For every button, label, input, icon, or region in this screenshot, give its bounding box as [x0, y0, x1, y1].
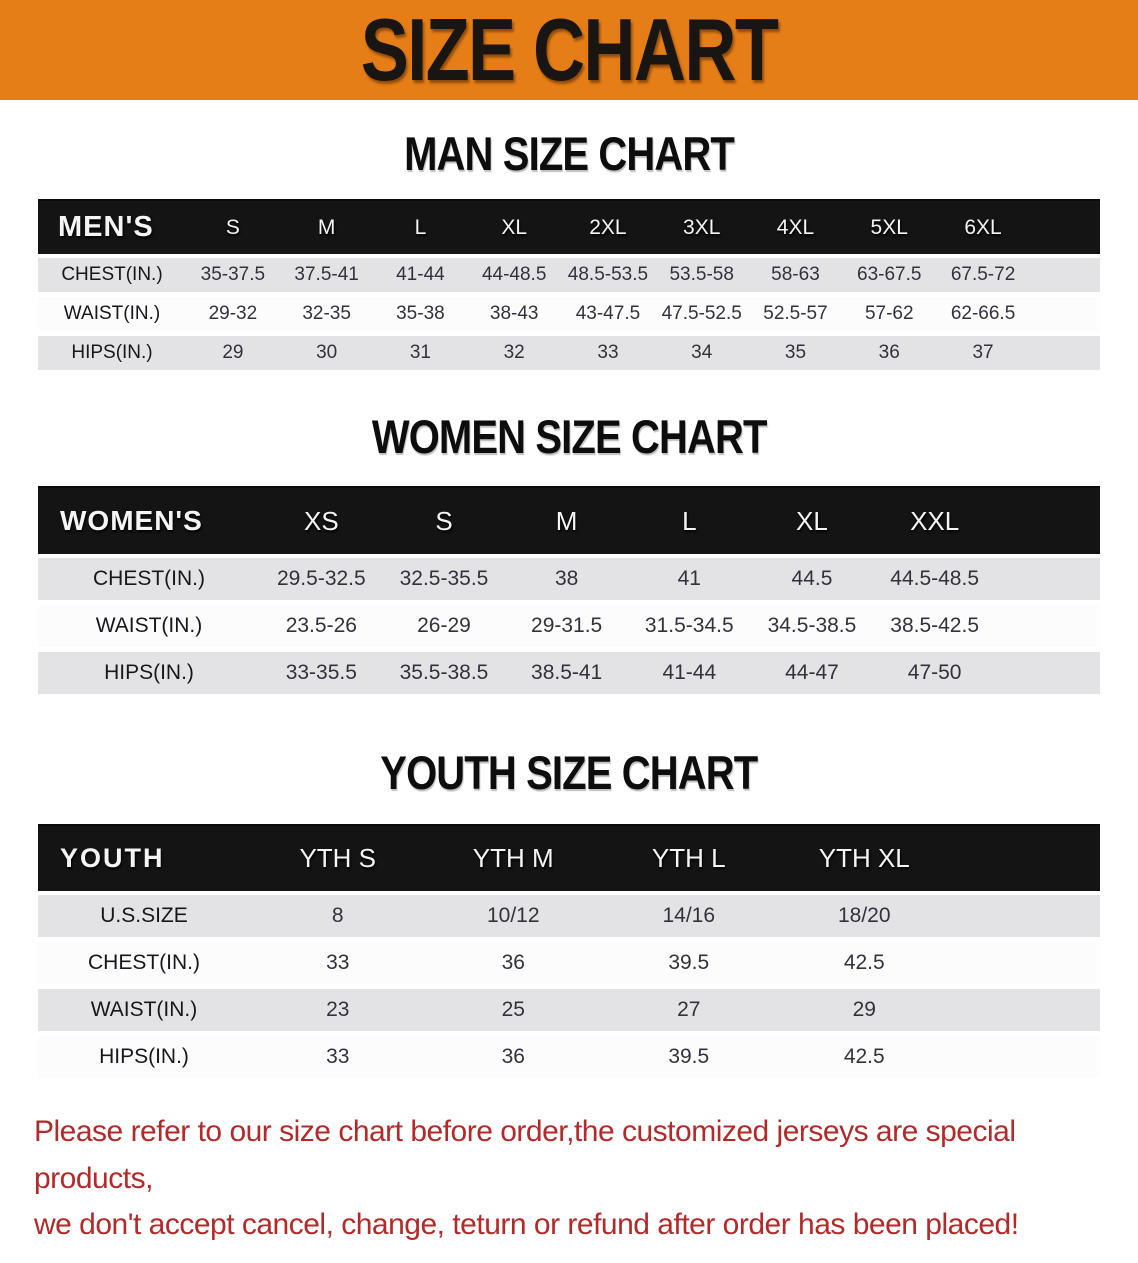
- row-label: CHEST(IN.): [61, 264, 163, 285]
- women-size-table: [38, 486, 1100, 699]
- men-section-heading: [0, 100, 1138, 199]
- spacer-cell: [996, 487, 1100, 556]
- size-value-cell: 35.5-38.5: [399, 661, 489, 684]
- size-value-cell: 34.5-38.5: [767, 614, 857, 637]
- size-chart-banner: [0, 0, 1138, 100]
- size-value-cell: 38.5-42.5: [890, 614, 980, 637]
- size-value-cell: 34: [691, 342, 713, 363]
- size-header-cell: 6XL: [964, 215, 1002, 239]
- spacer-cell: [952, 1034, 1100, 1081]
- size-value-cell: 14/16: [662, 904, 716, 927]
- size-value-cell: 32.5-35.5: [399, 567, 489, 590]
- youth-table-body: [38, 893, 1100, 1081]
- spacer-cell: [996, 650, 1100, 697]
- size-value-cell: 23: [326, 998, 350, 1021]
- measurement-row: [38, 987, 1100, 1034]
- size-value-cell: 35: [784, 342, 807, 363]
- size-header-cell: XS: [303, 505, 339, 536]
- measurement-row: [38, 295, 1100, 334]
- youth-section-heading-text: YOUTH SIZE CHART: [380, 746, 758, 799]
- size-header-cell: L: [682, 505, 697, 536]
- row-label: WAIST(IN.): [63, 303, 161, 324]
- youth-size-table: [38, 824, 1100, 1083]
- size-value-cell: 47.5-52.5: [661, 303, 742, 324]
- spacer-cell: [952, 893, 1100, 940]
- table-title-cell: WOMEN'S: [60, 505, 203, 536]
- size-value-cell: 53.5-58: [669, 264, 734, 285]
- spacer-cell: [952, 825, 1100, 893]
- size-value-cell: 36: [501, 951, 525, 974]
- disclaimer-text: [0, 1109, 1138, 1249]
- size-header-cell: XXL: [910, 505, 960, 536]
- men-size-table: [38, 199, 1100, 375]
- youth-section-heading: [0, 699, 1138, 824]
- size-value-cell: 8: [331, 904, 344, 927]
- size-value-cell: 41: [677, 567, 701, 590]
- spacer-cell: [1030, 334, 1100, 373]
- measurement-row: [38, 1034, 1100, 1081]
- measurement-row: [38, 256, 1100, 295]
- women-section-heading: [0, 375, 1138, 486]
- size-header-cell: YTH XL: [818, 843, 910, 873]
- women-section-heading-text: WOMEN SIZE CHART: [371, 410, 767, 463]
- size-value-cell: 48.5-53.5: [567, 264, 649, 285]
- size-value-cell: 29-32: [208, 303, 258, 324]
- size-value-cell: 43-47.5: [575, 303, 641, 324]
- size-value-cell: 33: [326, 951, 350, 974]
- row-label: WAIST(IN.): [90, 998, 198, 1021]
- size-header-cell: 5XL: [870, 215, 908, 239]
- size-value-cell: 52.5-57: [763, 303, 828, 324]
- header-row: [38, 200, 1100, 256]
- size-header-cell: 4XL: [776, 215, 815, 239]
- size-value-cell: 36: [878, 342, 900, 363]
- size-header-cell: XL: [501, 215, 528, 239]
- row-label: HIPS(IN.): [71, 342, 153, 363]
- women-table-header: [38, 487, 1100, 556]
- size-value-cell: 44-48.5: [481, 264, 547, 285]
- table-title-cell: MEN'S: [58, 211, 154, 243]
- row-label: U.S.SIZE: [100, 904, 188, 927]
- men-table-header: [38, 200, 1100, 256]
- size-value-cell: 58-63: [771, 264, 820, 285]
- size-value-cell: 32-35: [302, 303, 351, 324]
- disclaimer-line-1: Please refer to our size chart before order,the customized jerseys are special products,: [34, 1115, 1016, 1195]
- spacer-cell: [996, 603, 1100, 650]
- size-header-cell: YTH M: [472, 843, 554, 873]
- size-value-cell: 33: [326, 1045, 350, 1068]
- size-header-cell: M: [555, 505, 578, 536]
- size-value-cell: 31: [409, 342, 431, 363]
- size-value-cell: 33-35.5: [285, 661, 357, 684]
- size-value-cell: 29: [852, 998, 876, 1021]
- spacer-cell: [952, 940, 1100, 987]
- size-value-cell: 44.5-48.5: [890, 567, 980, 590]
- men-size-section: [0, 100, 1138, 375]
- row-label: CHEST(IN.): [88, 951, 200, 974]
- size-value-cell: 10/12: [486, 904, 540, 927]
- row-label: HIPS(IN.): [99, 1045, 189, 1068]
- size-value-cell: 41-44: [662, 661, 717, 684]
- size-header-cell: YTH L: [651, 843, 726, 873]
- size-value-cell: 18/20: [837, 904, 891, 927]
- header-row: [38, 487, 1100, 556]
- women-size-section: [0, 375, 1138, 699]
- measurement-row: [38, 334, 1100, 373]
- disclaimer-line-2: we don't accept cancel, change, teturn or refund after order has been placed!: [34, 1208, 1019, 1241]
- header-row: [38, 825, 1100, 893]
- size-value-cell: 37: [972, 342, 994, 363]
- measurement-row: [38, 893, 1100, 940]
- measurement-row: [38, 556, 1100, 603]
- size-header-cell: S: [225, 215, 240, 239]
- spacer-cell: [952, 987, 1100, 1034]
- size-value-cell: 67.5-72: [950, 264, 1016, 285]
- size-value-cell: 31.5-34.5: [644, 614, 734, 637]
- size-value-cell: 25: [501, 998, 525, 1021]
- men-section-heading-text: MAN SIZE CHART: [404, 127, 734, 180]
- size-header-cell: XL: [796, 505, 828, 536]
- size-value-cell: 32: [503, 342, 525, 363]
- size-value-cell: 38.5-41: [531, 661, 603, 684]
- size-value-cell: 44.5: [791, 567, 833, 590]
- row-label: WAIST(IN.): [95, 614, 203, 637]
- size-value-cell: 29.5-32.5: [276, 567, 366, 590]
- size-value-cell: 26-29: [417, 614, 471, 637]
- size-header-cell: 2XL: [589, 215, 627, 239]
- size-value-cell: 39.5: [668, 951, 710, 974]
- measurement-row: [38, 650, 1100, 697]
- row-label: CHEST(IN.): [93, 567, 205, 590]
- size-value-cell: 47-50: [907, 661, 962, 684]
- size-value-cell: 35-37.5: [200, 264, 266, 285]
- size-value-cell: 57-62: [864, 303, 914, 324]
- size-value-cell: 41-44: [396, 264, 445, 285]
- size-value-cell: 36: [501, 1045, 525, 1068]
- women-table-body: [38, 556, 1100, 697]
- size-value-cell: 42.5: [843, 1045, 885, 1068]
- spacer-cell: [996, 556, 1100, 603]
- spacer-cell: [1030, 200, 1100, 256]
- size-value-cell: 35-38: [396, 303, 445, 324]
- table-title-cell: YOUTH: [60, 843, 165, 873]
- size-header-cell: YTH S: [299, 843, 377, 873]
- men-table-body: [38, 256, 1100, 373]
- size-value-cell: 39.5: [668, 1045, 710, 1068]
- size-value-cell: 38: [554, 567, 579, 590]
- size-value-cell: 23.5-26: [285, 614, 357, 637]
- size-value-cell: 38-43: [489, 303, 539, 324]
- youth-table-header: [38, 825, 1100, 893]
- spacer-cell: [1030, 256, 1100, 295]
- size-value-cell: 44-47: [785, 661, 839, 684]
- size-value-cell: 30: [316, 342, 338, 363]
- size-value-cell: 27: [677, 998, 701, 1021]
- size-header-cell: S: [435, 505, 453, 536]
- measurement-row: [38, 603, 1100, 650]
- size-header-cell: M: [317, 215, 336, 239]
- youth-size-section: [0, 699, 1138, 1083]
- page-title: SIZE CHART: [360, 0, 778, 99]
- size-header-cell: L: [414, 215, 427, 239]
- size-value-cell: 33: [597, 342, 619, 363]
- size-value-cell: 37.5-41: [294, 264, 359, 285]
- measurement-row: [38, 940, 1100, 987]
- size-value-cell: 29-31.5: [531, 614, 603, 637]
- size-value-cell: 42.5: [843, 951, 885, 974]
- spacer-cell: [1030, 295, 1100, 334]
- size-value-cell: 29: [222, 342, 244, 363]
- row-label: HIPS(IN.): [104, 661, 194, 684]
- size-value-cell: 62-66.5: [950, 303, 1016, 324]
- size-value-cell: 63-67.5: [857, 264, 922, 285]
- size-header-cell: 3XL: [683, 215, 721, 239]
